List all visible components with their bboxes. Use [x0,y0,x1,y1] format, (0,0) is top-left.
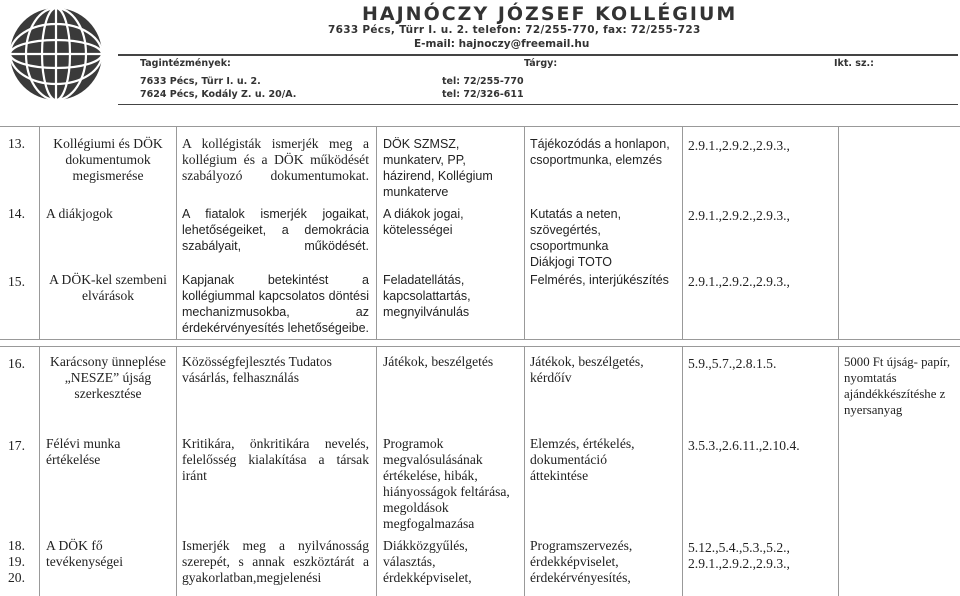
goal-cell: Közösségfejlesztés Tudatos vásárlás, felhasználás [182,354,332,385]
topic-cell: Félévi munka értékelése [46,436,121,467]
method-cell: Felmérés, interjúkészítés [530,273,669,287]
ref-cell: 5.12.,5.4.,5.3.,5.2., 2.9.1.,2.9.2.,2.9.3., [688,540,790,571]
ref-cell: 2.9.1.,2.9.2.,2.9.3., [688,138,790,153]
table-1 [0,126,960,340]
globe-logo-icon [6,4,106,104]
method-cell: Programszervezés, érdekképviselet, érdekérvényesítés, [530,538,633,585]
email-line: E-mail: hajnoczy@freemail.hu [414,38,590,50]
content-cell: Feladatellátás, kapcsolattartás, megnyilvánulás [383,273,471,319]
content-cell: Játékok, beszélgetés [383,354,494,369]
row-num: 16. [8,356,25,371]
letterhead [0,0,960,112]
tag1-phone: tel: 72/255-770 [442,76,524,87]
method-cell: Tájékozódás a honlapon, csoportmunka, elemzés [530,137,670,167]
topic-cell: A DÖK fő tevékenységei [46,538,123,569]
tag-label: Tagintézmények: [140,58,231,69]
row-num: 15. [8,274,25,289]
goal-cell: Kritikára, önkritikára nevelés, felelősség kialakítása a társak iránt [182,436,369,483]
topic-cell: Kollégiumi és DÖK dokumentumok megismerése [53,136,163,183]
targy-label: Tárgy: [524,58,558,69]
row-num: 14. [8,206,25,221]
ikt-label: Ikt. sz.: [834,58,874,69]
ref-cell: 2.9.1.,2.9.2.,2.9.3., [688,274,790,289]
row-num: 17. [8,438,25,453]
row-num: 18. 19. 20. [8,538,25,585]
goal-cell: A fiatalok ismerjék jogaikat, lehetőségeiket, a demokrácia szabályait, működését. [182,207,369,253]
content-cell: Diákközgyűlés, választás, érdekképviselet, [383,538,472,585]
address-line: 7633 Pécs, Türr I. u. 2. telefon: 72/255-770, fax: 72/255-723 [328,24,701,36]
content-cell: Programok megvalósulásának értékelése, hibák, hiányosságok feltárása, megoldások megfogalmazása [383,436,510,531]
tag2-phone: tel: 72/326-611 [442,89,524,100]
ref-cell: 2.9.1.,2.9.2.,2.9.3., [688,208,790,223]
topic-cell: A DÖK-kel szembeni elvárások [49,272,167,303]
ref-cell: 3.5.3.,2.6.11.,2.10.4. [688,438,800,453]
method-cell: Játékok, beszélgetés, kérdőív [530,354,644,385]
tag1-address: 7633 Pécs, Türr I. u. 2. [140,76,261,87]
ref-cell: 5.9.,5.7.,2.8.1.5. [688,356,777,371]
note-cell: 5000 Ft újság- papír, nyomtatás ajándékkészítéshe z nyersanyag [844,355,951,417]
topic-cell: Karácsony ünneplése „NESZE” újság szerkesztése [50,354,166,401]
header-divider [118,54,958,56]
topic-cell: A diákjogok [46,206,113,221]
table-2 [0,346,960,596]
school-title: HAJNÓCZY JÓZSEF KOLLÉGIUM [362,3,738,25]
tag2-address: 7624 Pécs, Kodály Z. u. 20/A. [140,89,297,100]
goal-cell: Kapjanak betekintést a kollégiummal kapcsolatos döntési mechanizmusokba, az érdekérvényesítés lehetőségeibe. [182,273,369,335]
row-num: 13. [8,136,25,151]
method-cell: Elemzés, értékelés, dokumentáció áttekintése [530,436,635,483]
method-cell: Kutatás a neten, szövegértés, csoportmunka Diákjogi TOTO [530,207,622,269]
header-bottom-divider [118,104,958,105]
content-cell: DÖK SZMSZ, munkaterv, PP, házirend, Kollégium munkaterve [383,137,493,199]
content-cell: A diákok jogai, kötelességei [383,207,464,237]
goal-cell: A kollégisták ismerjék meg a kollégium és a DÖK működését szabályozó dokumentumokat. [182,136,369,183]
goal-cell: Ismerjék meg a nyilvánosság szerepét, s annak eszköztárát a gyakorlatban,megjelenési [182,538,369,585]
